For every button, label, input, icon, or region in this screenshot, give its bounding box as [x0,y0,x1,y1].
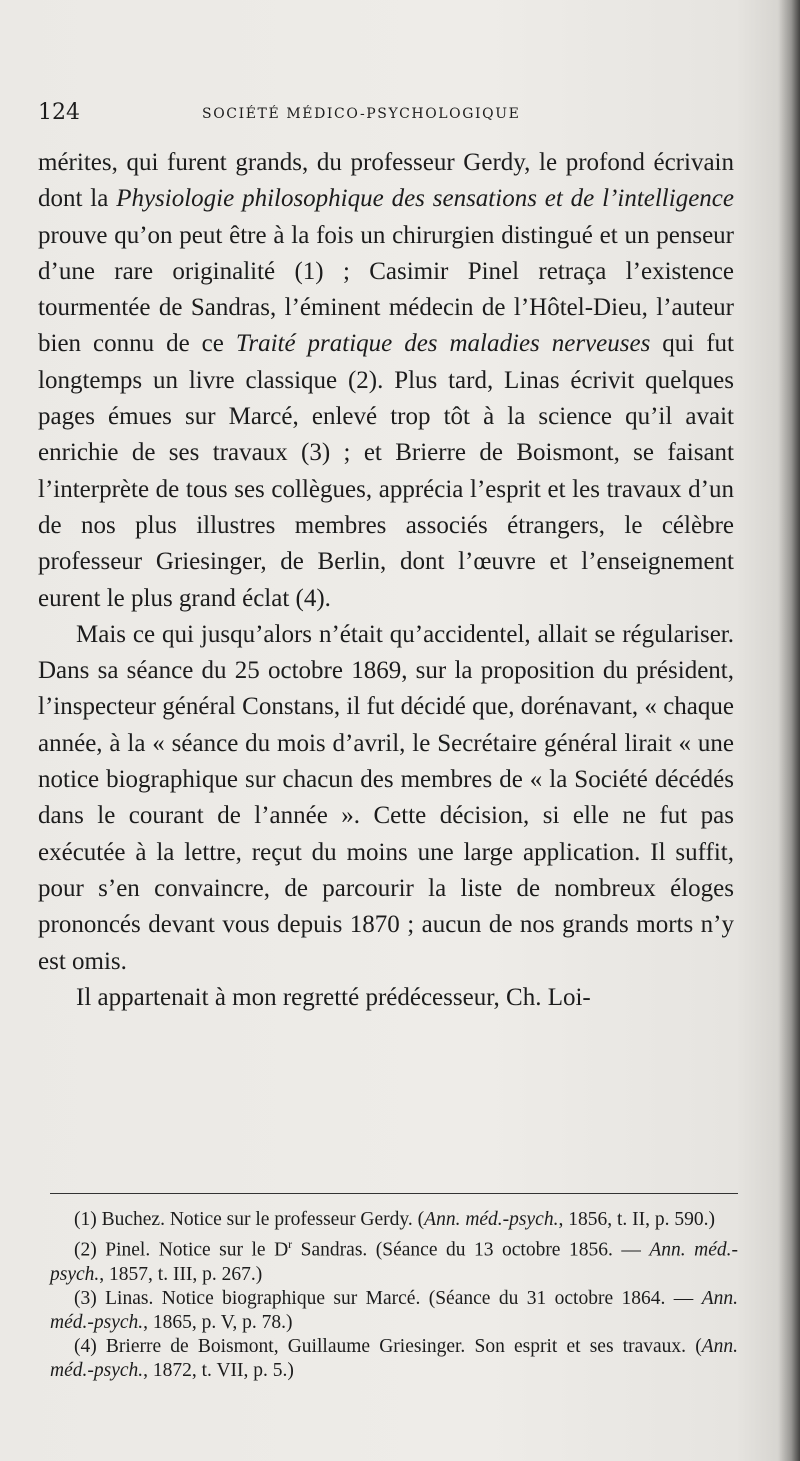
paragraph-1-part-c: prouve qu’on peut être à la fois un chirurgien distingué et un penseur d’une rare originalité (1) ; Casimir Pinel retraça l’existence tourmentée de Sandras, l’éminent médecin de l’Hôtel-Dieu, l’auteur bien connu de ce [38,221,734,358]
running-head: SOCIÉTÉ MÉDICO-PSYCHOLOGIQUE [202,106,521,122]
footnote-3-journal: Ann. méd.-psych. [50,1287,738,1333]
footnote-3 [50,1287,738,1335]
footnote-1-text: (1) Buchez. Notice sur le professeur Gerdy. ( [74,1209,425,1230]
page-header [38,98,738,134]
footnote-divider [50,1193,738,1194]
footnote-1-journal: Ann. méd.-psych. [424,1209,559,1230]
footnote-2-text-b: Sandras. (Séance du 13 octobre 1856. — [292,1239,650,1261]
book-title-traite: Traité pratique des maladies nerveuses [235,330,651,358]
footnote-2-sup: r [288,1237,293,1251]
page-number: 124 [38,100,80,125]
footnote-3-ref: , 1865, p. V, p. 78.) [143,1311,293,1333]
footnote-1 [50,1208,738,1232]
footnote-2-journal: Ann. méd.-psych. [50,1239,738,1285]
page-binding-shadow [778,0,800,1461]
footnote-4-journal: Ann. méd.-psych. [50,1335,738,1381]
book-title-physiologie: Physiologie philosophique des sensations et de l’intelligence [116,185,734,213]
footnote-4-ref: , 1872, t. VII, p. 5.) [143,1359,294,1381]
footnotes [50,1208,738,1383]
paragraph-1-part-a: mérites, qui furent grands, du professeur Gerdy, le profond écrivain dont la [38,149,734,213]
footnote-2-ref: , 1857, t. III, p. 267.) [99,1263,263,1285]
footnote-1-ref: , 1856, t. II, p. 590.) [558,1209,715,1230]
paragraph-3: Il appartenait à mon regretté prédécesseur, Ch. Loi- [76,983,591,1011]
paragraph-1-part-e: qui fut longtemps un livre classique (2). Plus tard, Linas écrivit quelques pages émues sur Marcé, enlevé trop tôt à la science qu’il avait enrichie de ses travaux (3) ; et Brierre de Boismont, se faisant l’interprète de tous ses collègues, apprécia l’esprit et les travaux d’un de nos plus illustres membres associés étrangers, le célèbre professeur Griesinger, de Berlin, dont l’œuvre et l’enseignement eurent le plus grand éclat (4). [38,330,734,612]
body-text [38,145,734,1016]
footnote-4 [50,1335,738,1383]
footnote-4-text: (4) Brierre de Boismont, Guillaume Griesinger. Son esprit et ses travaux. ( [74,1335,702,1357]
footnote-2 [50,1232,738,1287]
footnote-3-text: (3) Linas. Notice biographique sur Marcé. (Séance du 31 octobre 1864. — [74,1287,702,1309]
paragraph-2: Mais ce qui jusqu’alors n’était qu’accidentel, allait se régulariser. Dans sa séance du 25 octobre 1869, sur la proposition du président, l’inspecteur général Constans, il fut décidé que, dorénavant, « chaque année, à la « séance du mois d’avril, le Secrétaire général lirait « une notice biographique sur chacun des membres de « la Société décédés dans le courant de l’année ». Cette décision, si elle ne fut pas exécutée à la lettre, reçut du moins une large application. Il suffit, pour s’en convaincre, de parcourir la liste de nombreux éloges prononcés devant vous depuis 1870 ; aucun de nos grands morts n’y est omis. [38,620,734,975]
paragraph-1 [38,145,734,617]
footnote-2-text: (2) Pinel. Notice sur le D [74,1239,289,1261]
